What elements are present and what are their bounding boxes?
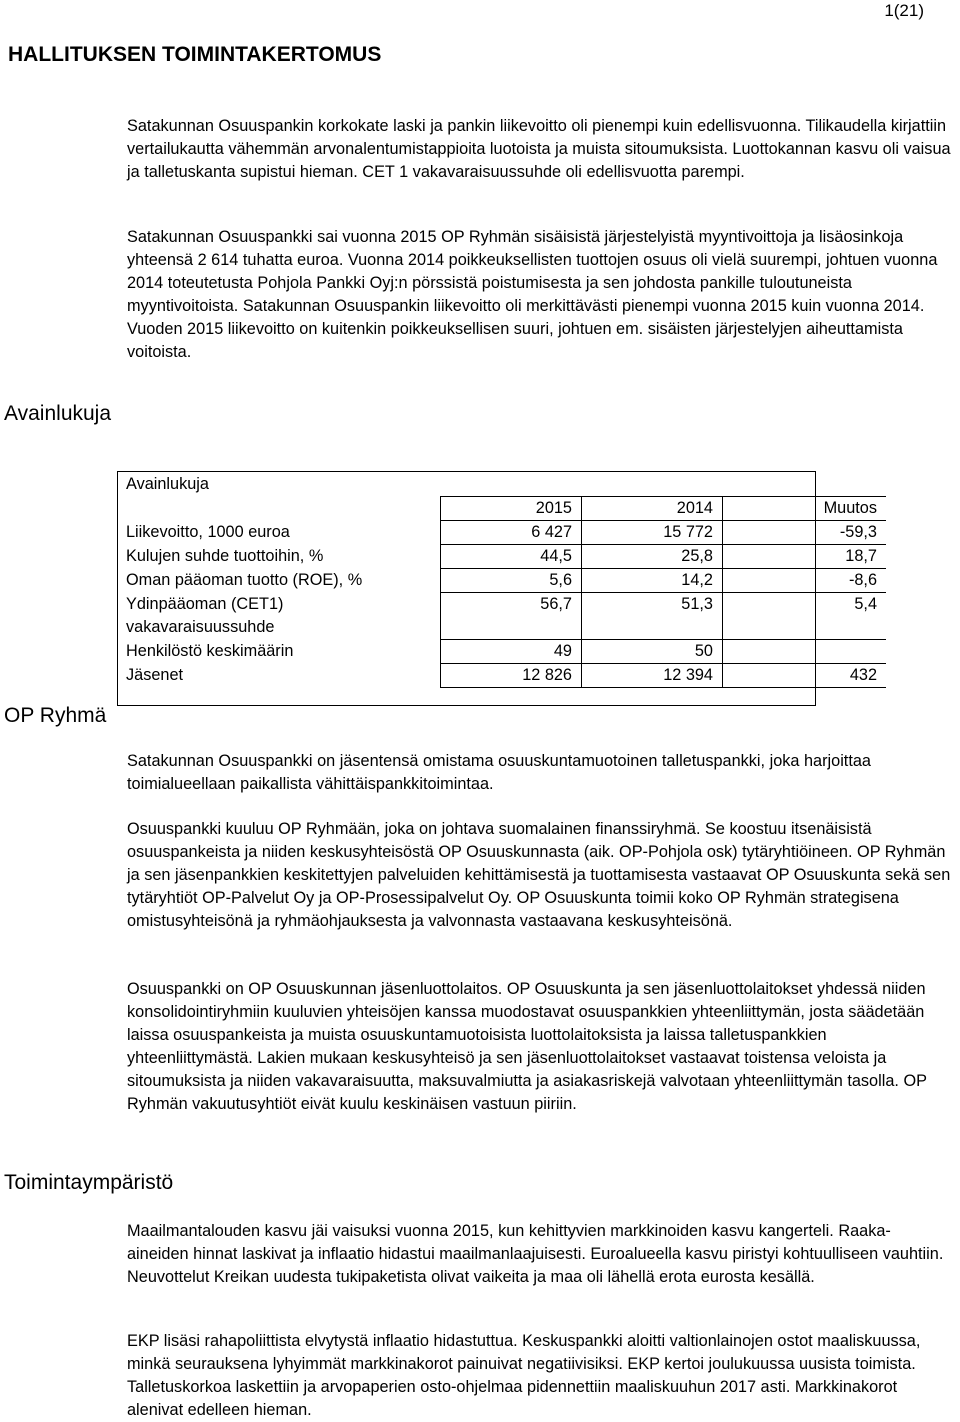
value-2015: 56,7 bbox=[441, 593, 582, 640]
row-label: Ydinpääoman (CET1) vakavaraisuussuhde bbox=[126, 594, 284, 636]
op-group-paragraph-3: Osuuspankki on OP Osuuskunnan jäsenluottolaitos. OP Osuuskunta ja sen jäsenluottolaitokset yhdessä niiden konsolidointiryhmiin kuuluvien yhteisöjen kanssa muodostavat osuuspankkien yhteenliittymän, josta säädetään laissa osuuspankeista ja muista osuuskuntamuotoisista luottolaitoksista ja laissa talletuspankkien yhteenliittymästä. Lakien mukaan keskusyhteisö ja sen jäsenluottolaitokset vastaavat toistensa veloista ja sitoumuksista ja niiden vakavaraisuutta, maksuvalmiutta ja asiakasriskejä valvotaan yhteenliittymän tasolla. OP Ryhmän vakuutusyhtiöt eivät kuulu keskinäisen vastuun piiriin. bbox=[127, 980, 927, 1113]
row-label: Liikevoitto, 1000 euroa bbox=[126, 522, 290, 541]
key-figures-grid bbox=[118, 496, 886, 688]
value-2015: 6 427 bbox=[441, 521, 582, 545]
section-heading-environment: Toimintaympäristö bbox=[4, 1171, 174, 1194]
row-label: Kulujen suhde tuottoihin, % bbox=[126, 546, 324, 565]
value-change: 18,7 bbox=[723, 545, 887, 569]
row-label: Oman pääoman tuotto (ROE), % bbox=[126, 570, 363, 589]
table-row bbox=[118, 640, 886, 664]
section-heading-op-group: OP Ryhmä bbox=[4, 704, 107, 727]
header-cell-2014: 2014 bbox=[582, 497, 723, 521]
value-2014: 50 bbox=[582, 640, 723, 664]
table-row bbox=[118, 569, 886, 593]
value-2015: 12 826 bbox=[441, 664, 582, 688]
document-title: HALLITUKSEN TOIMINTAKERTOMUS bbox=[8, 43, 382, 66]
value-change bbox=[723, 640, 887, 664]
value-2014: 51,3 bbox=[582, 593, 723, 640]
environment-paragraph-2: EKP lisäsi rahapoliittista elvytystä inflaatio hidastuttua. Keskuspankki aloitti valtionlainojen ostot maaliskuussa, minkä seurauksena lyhyimmät markkinakorot painuivat negatiivisiksi. EKP kertoi joulukuussa uusista toimista. Talletuskorkoa laskettiin ja arvopaperien osto-ohjelmaa pidennettiin maaliskuuhun 2017 asti. Markkinakorot alenivat edelleen hieman. bbox=[127, 1332, 921, 1419]
environment-paragraph-1: Maailmantalouden kasvu jäi vaisuksi vuonna 2015, kun kehittyvien markkinoiden kasvu kangerteli. Raaka-aineiden hinnat laskivat ja inflaatio hidastui maailmanlaajuisesti. Euroalueella kasvu piristyi kohtuulliseen vauhtiin. Neuvottelut Kreikan uudesta tukipaketista olivat vaikeita ja maa oli lähellä erota eurosta kesällä. bbox=[127, 1222, 944, 1286]
value-2014: 25,8 bbox=[582, 545, 723, 569]
header-cell-change: Muutos bbox=[723, 497, 887, 521]
op-group-paragraph-2: Osuuspankki kuuluu OP Ryhmään, joka on johtava suomalainen finanssiryhmä. Se koostuu itsenäisistä osuuspankeista ja niiden keskusyhteisöstä OP Osuuskunnasta (aik. OP-Pohjola osk) tytäryhtiöineen. OP Ryhmän ja sen jäsenpankkien keskitettyjen palveluiden kehittämisestä ja tuottamisesta vastaavat OP Osuuskunta sekä sen tytäryhtiöt OP-Palvelut Oy ja OP-Prosessipalvelut Oy. OP Osuuskunta toimii koko OP Ryhmän strategisena omistusyhteisönä ja ryhmäohjauksesta ja valvonnasta vastaavana keskusyhteisönä. bbox=[127, 820, 951, 930]
header-cell-2015: 2015 bbox=[441, 497, 582, 521]
value-2015: 44,5 bbox=[441, 545, 582, 569]
value-2014: 15 772 bbox=[582, 521, 723, 545]
page-number: 1(21) bbox=[884, 1, 924, 20]
header-cell-label bbox=[118, 497, 441, 521]
value-change: 432 bbox=[723, 664, 887, 688]
value-change: 5,4 bbox=[723, 593, 887, 640]
value-2014: 14,2 bbox=[582, 569, 723, 593]
value-2015: 5,6 bbox=[441, 569, 582, 593]
op-group-paragraph-1: Satakunnan Osuuspankki on jäsentensä omistama osuuskuntamuotoinen talletuspankki, joka harjoittaa toimialueellaan paikallista vähittäispankkitoimintaa. bbox=[127, 752, 871, 793]
value-change: -8,6 bbox=[723, 569, 887, 593]
value-change: -59,3 bbox=[723, 521, 887, 545]
intro-paragraph-1: Satakunnan Osuuspankin korkokate laski ja pankin liikevoitto oli pienempi kuin edellisvuonna. Tilikaudella kirjattiin vertailukautta vähemmän arvonalentumistappioita luotoista ja muista sitoumuksista. Luottokannan kasvu oli vaisua ja talletuskanta supistui hieman. CET 1 vakavaraisuussuhde oli edellisvuotta parempi. bbox=[127, 117, 951, 181]
row-label: Jäsenet bbox=[126, 665, 184, 684]
table-header-row bbox=[118, 497, 886, 521]
intro-paragraph-2: Satakunnan Osuuspankki sai vuonna 2015 OP Ryhmän sisäisistä järjestelyistä myyntivoittoja ja lisäosinkoja yhteensä 2 614 tuhatta euroa. Vuonna 2014 poikkeuksellisten tuottojen osuus oli vielä suurempi, johtuen vuonna 2014 toteutetusta Pohjola Pankki Oyj:n pörssistä poistumisesta ja sen johdosta pankille tuloutuneista myyntivoitoista. Satakunnan Osuuspankin liikevoitto oli merkittävästi pienempi vuonna 2015 kuin vuonna 2014. Vuoden 2015 liikevoitto on kuitenkin poikkeuksellisen suuri, johtuen em. sisäisten järjestelyjen aiheuttamista voitoista. bbox=[127, 228, 938, 361]
key-figures-table bbox=[117, 471, 877, 706]
table-row bbox=[118, 593, 886, 640]
row-label: Henkilöstö keskimäärin bbox=[126, 641, 294, 660]
section-heading-key-figures: Avainlukuja bbox=[4, 402, 112, 425]
table-row bbox=[118, 521, 886, 545]
table-row bbox=[118, 545, 886, 569]
key-figures-table-title: Avainlukuja bbox=[126, 475, 209, 493]
value-2015: 49 bbox=[441, 640, 582, 664]
value-2014: 12 394 bbox=[582, 664, 723, 688]
table-row bbox=[118, 664, 886, 688]
